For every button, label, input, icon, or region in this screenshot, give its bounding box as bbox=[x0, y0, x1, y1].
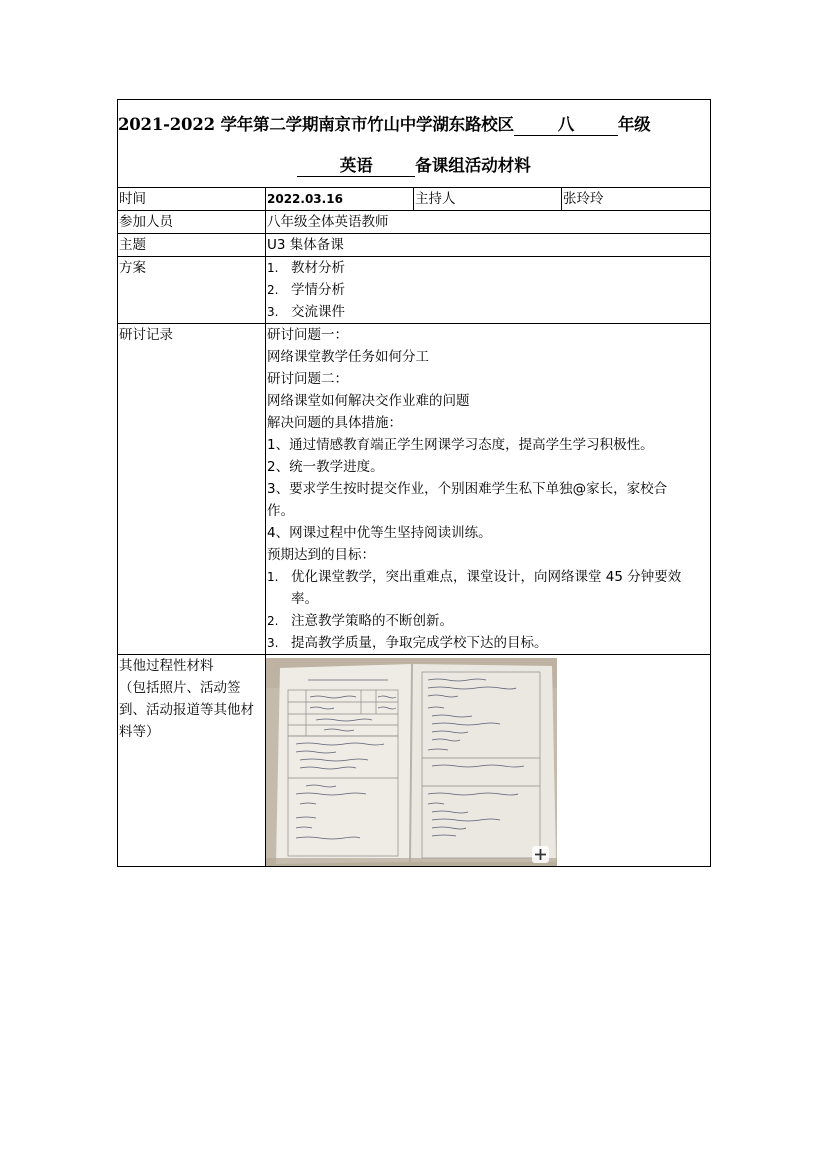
plan-item bbox=[267, 257, 709, 279]
plan-item bbox=[267, 279, 709, 301]
other-materials-label bbox=[118, 655, 266, 867]
subject-blank: 英语 bbox=[297, 156, 415, 177]
list-number: 3. bbox=[267, 305, 279, 319]
notebook-photo[interactable] bbox=[266, 658, 557, 866]
question-1-text: 网络课堂教学任务如何分工 bbox=[267, 349, 429, 365]
other-label-line: 料等） bbox=[119, 724, 160, 740]
list-number: 3. bbox=[267, 636, 279, 650]
record-label: 研讨记录 bbox=[118, 324, 266, 655]
topic-label: 主题 bbox=[118, 234, 266, 257]
photo-cell bbox=[266, 655, 711, 867]
title-cell bbox=[118, 100, 711, 188]
question-2-label: 研讨问题二： bbox=[267, 371, 348, 387]
measure-1: 1、通过情感教育端正学生网课学习态度，提高学生学习积极性。 bbox=[267, 437, 654, 453]
time-label: 时间 bbox=[118, 188, 266, 211]
goal-item bbox=[267, 610, 709, 632]
measure-3: 3、要求学生按时提交作业，个别困难学生私下单独@家长，家校合 bbox=[267, 481, 668, 497]
host-label: 主持人 bbox=[414, 188, 562, 211]
record-content bbox=[266, 324, 711, 655]
host-value: 张玲玲 bbox=[562, 188, 711, 211]
question-1-label: 研讨问题一： bbox=[267, 327, 348, 343]
goal-item bbox=[267, 566, 709, 610]
plan-item-text: 教材分析 bbox=[291, 260, 345, 276]
title-grade-suffix: 年级 bbox=[617, 115, 651, 134]
grade-blank: 八 bbox=[514, 115, 618, 136]
measures-label: 解决问题的具体措施： bbox=[267, 415, 402, 431]
list-number: 1. bbox=[267, 570, 279, 584]
participants-value: 八年级全体英语教师 bbox=[266, 211, 711, 234]
title-prefix: 2021-2022 学年第二学期南京市竹山中学湖东路校区 bbox=[118, 115, 514, 134]
title-line-2 bbox=[118, 155, 710, 177]
other-label-line: 其他过程性材料 bbox=[119, 658, 214, 674]
title-subject-suffix: 备课组活动材料 bbox=[415, 156, 531, 175]
time-value: 2022.03.16 bbox=[267, 192, 343, 206]
list-number: 2. bbox=[267, 283, 279, 297]
plan-item bbox=[267, 301, 709, 323]
question-2-text: 网络课堂如何解决交作业难的问题 bbox=[267, 393, 470, 409]
goal-item bbox=[267, 632, 709, 654]
plan-label: 方案 bbox=[118, 257, 266, 324]
other-label-line: 到、活动报道等其他材 bbox=[119, 702, 254, 718]
list-number: 1. bbox=[267, 261, 279, 275]
goal-text: 优化课堂教学，突出重难点，课堂设计，向网络课堂 45 分钟要效 bbox=[291, 569, 682, 585]
plan-item-text: 交流课件 bbox=[291, 304, 345, 320]
measure-4: 4、网课过程中优等生坚持阅读训练。 bbox=[267, 525, 492, 541]
goal-text: 注意教学策略的不断创新。 bbox=[291, 613, 453, 629]
plan-item-text: 学情分析 bbox=[291, 282, 345, 298]
list-number: 2. bbox=[267, 614, 279, 628]
participants-label: 参加人员 bbox=[118, 211, 266, 234]
goal-text: 提高教学质量，争取完成学校下达的目标。 bbox=[291, 635, 548, 651]
topic-value: U3 集体备课 bbox=[266, 234, 711, 257]
other-label-line: （包括照片、活动签 bbox=[119, 680, 241, 696]
record-table bbox=[117, 99, 711, 867]
measure-2: 2、统一教学进度。 bbox=[267, 459, 384, 475]
goal-text-cont: 率。 bbox=[291, 591, 318, 607]
plan-list bbox=[266, 257, 711, 324]
measure-3-cont: 作。 bbox=[267, 503, 294, 519]
goals-label: 预期达到的目标： bbox=[267, 547, 375, 563]
title-line-1 bbox=[118, 114, 710, 136]
